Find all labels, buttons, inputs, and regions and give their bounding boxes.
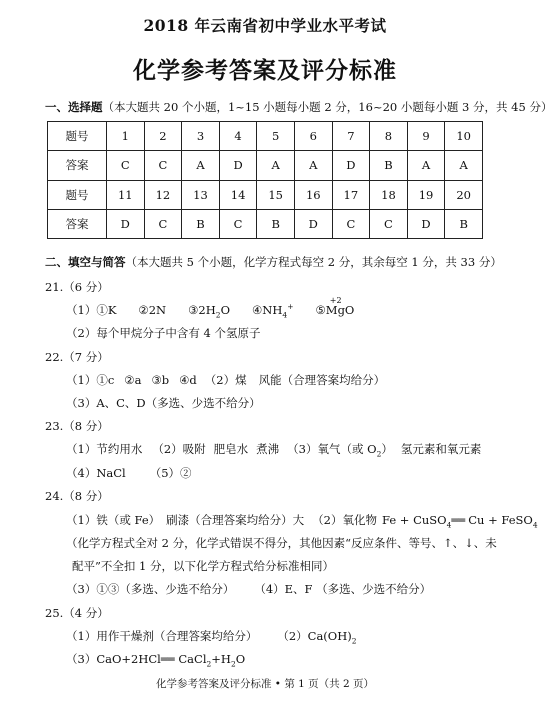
answer-text: （1）用作干燥剂（合理答案均给分）: [66, 629, 258, 643]
table-cell: A: [257, 151, 295, 180]
page-footer: 化学参考答案及评分标准 • 第 1 页（共 2 页）: [155, 678, 375, 690]
answer-text: O: [220, 303, 230, 317]
answer-text: （3）①③（多选、少选不给分）: [66, 582, 235, 596]
answer-text: （1）①c: [66, 373, 115, 387]
q25-heading: 25.（4 分）: [45, 606, 109, 620]
subscript: 4: [282, 310, 288, 320]
equation-text: （3）CaO+2HCl: [66, 652, 161, 666]
answer-text: ）: [381, 442, 393, 456]
answer-text: （1）铁（或 Fe）: [66, 513, 161, 527]
table-cell: A: [294, 151, 332, 180]
table-cell: 6: [294, 122, 332, 151]
q22-answer-1: [66, 372, 385, 388]
q21-answer-2: （2）每个甲烷分子中含有 4 个氢原子: [66, 326, 261, 340]
answer-text: ④NH: [252, 303, 283, 317]
answer-text: ②2N: [138, 303, 167, 317]
table-cell: B: [182, 209, 220, 238]
answer-text: （2）氧化物: [312, 513, 377, 527]
q25-answer-1: [66, 628, 357, 644]
subscript: 4: [446, 520, 452, 530]
table-row: [48, 151, 483, 180]
table-cell: 7: [332, 122, 370, 151]
table-cell: D: [107, 209, 145, 238]
valence-mark: +2: [329, 296, 342, 305]
answer-text: 氢元素和氧元素: [400, 442, 482, 456]
subscript: 2: [376, 449, 382, 459]
table-cell: 13: [182, 180, 220, 209]
answer-text: ⑤: [315, 303, 326, 317]
table-cell: D: [332, 151, 370, 180]
q21-answer-1: [66, 296, 355, 320]
valence-notation: [325, 296, 355, 318]
q22-heading: 22.（7 分）: [45, 350, 109, 364]
superscript: +: [287, 302, 294, 312]
answer-text: （2）吸附: [152, 442, 206, 456]
table-cell: C: [144, 151, 182, 180]
subscript: 4: [532, 520, 538, 530]
table-cell: C: [332, 209, 370, 238]
equation-text: Cu + FeSO: [468, 513, 533, 527]
equation-text: Fe + CuSO: [381, 513, 447, 527]
subscript: 2: [230, 659, 236, 669]
table-cell: 9: [407, 122, 445, 151]
q24-heading: 24.（8 分）: [45, 489, 109, 503]
answer-text: 风能（合理答案均给分）: [258, 373, 386, 387]
answer-text: 煮沸: [256, 442, 280, 456]
section-2-description: （本大题共 5 个小题，化学方程式每空 2 分，其余每空 1 分，共 33 分）: [125, 255, 502, 269]
table-cell: 16: [294, 180, 332, 209]
document-title: 化学参考答案及评分标准: [133, 57, 397, 84]
table-cell: D: [407, 209, 445, 238]
table-row: [48, 209, 483, 238]
table-cell: B: [445, 209, 483, 238]
q23-answer-1: [66, 441, 481, 457]
table-cell: 11: [107, 180, 145, 209]
answer-text: ③2H: [188, 303, 216, 317]
answer-text: ②a: [124, 373, 142, 387]
subscript: 2: [351, 636, 357, 646]
equation-text: +H: [211, 652, 231, 666]
answer-text: 刷漆（合理答案均给分）大: [166, 513, 305, 527]
table-cell: D: [294, 209, 332, 238]
table-cell: C: [144, 209, 182, 238]
equation-text: O: [235, 652, 246, 666]
equation-text: CaCl: [174, 652, 207, 666]
table-row: [48, 180, 483, 209]
table-cell: 3: [182, 122, 220, 151]
table-cell: 5: [257, 122, 295, 151]
q24-note-1: （化学方程式全对 2 分，化学式错误不得分，其他因素“反应条件、等号、↑、↓、未: [66, 536, 497, 550]
table-cell: 8: [370, 122, 408, 151]
table-cell: A: [445, 151, 483, 180]
answer-text: ④d: [179, 373, 197, 387]
table-row-label: 答案: [48, 209, 107, 238]
table-cell: 15: [257, 180, 295, 209]
q25-answer-2: [66, 651, 245, 667]
table-cell: 4: [219, 122, 257, 151]
table-cell: 2: [144, 122, 182, 151]
subscript: 2: [215, 310, 221, 320]
q23-answer-2: [66, 465, 192, 481]
table-cell: 12: [144, 180, 182, 209]
equals-sign: ══: [160, 652, 175, 666]
table-row: [48, 122, 483, 151]
section-1-header: [45, 99, 552, 115]
table-cell: D: [219, 151, 257, 180]
q21-heading: 21.（6 分）: [45, 280, 109, 294]
answer-text: MgO: [325, 303, 355, 317]
section-1-heading: 一、选择题: [45, 100, 103, 114]
section-1-description: （本大题共 20 个小题，1~15 小题每小题 2 分，16~20 小题每小题 3 分，共 45 分）: [102, 100, 552, 114]
answer-text: （4）NaCl: [66, 466, 126, 480]
table-row-label: 题号: [48, 180, 107, 209]
table-cell: 18: [370, 180, 408, 209]
answer-text: （5）②: [149, 466, 192, 480]
equals-sign: ══: [451, 513, 466, 527]
table-row-label: 题号: [48, 122, 107, 151]
answer-text: （4）E、F （多选、少选不给分）: [254, 582, 432, 596]
table-cell: C: [107, 151, 145, 180]
table-cell: 20: [445, 180, 483, 209]
subscript: 2: [206, 659, 212, 669]
answer-text: ③b: [151, 373, 170, 387]
answer-text: （2）煤: [204, 373, 247, 387]
table-cell: 17: [332, 180, 370, 209]
answer-table: [47, 121, 483, 239]
q22-answer-2: （3）A、C、D（多选、少选不给分）: [66, 396, 261, 410]
section-2-heading: 二、填空与简答: [45, 255, 126, 269]
table-cell: B: [257, 209, 295, 238]
table-cell: C: [219, 209, 257, 238]
table-cell: C: [370, 209, 408, 238]
table-cell: 10: [445, 122, 483, 151]
q23-heading: 23.（8 分）: [45, 419, 109, 433]
table-row-label: 答案: [48, 151, 107, 180]
table-cell: B: [370, 151, 408, 180]
answer-text: 肥皂水: [213, 442, 249, 456]
table-cell: 19: [407, 180, 445, 209]
table-cell: 1: [107, 122, 145, 151]
q24-note-2: 配平”不全扣 1 分，以下化学方程式给分标准相同）: [72, 559, 335, 573]
table-cell: A: [407, 151, 445, 180]
q24-answer-1: [66, 512, 538, 528]
exam-title: 2018 年云南省初中学业水平考试: [143, 16, 387, 35]
answer-text: （3）氧气（或 O: [287, 442, 377, 456]
answer-text: （2）Ca(OH): [277, 629, 352, 643]
answer-text: （1）节约用水: [66, 442, 143, 456]
table-cell: A: [182, 151, 220, 180]
answer-text: （1）①K: [66, 303, 117, 317]
section-2-header: [45, 254, 502, 270]
q24-answer-2: [66, 581, 431, 597]
table-cell: 14: [219, 180, 257, 209]
